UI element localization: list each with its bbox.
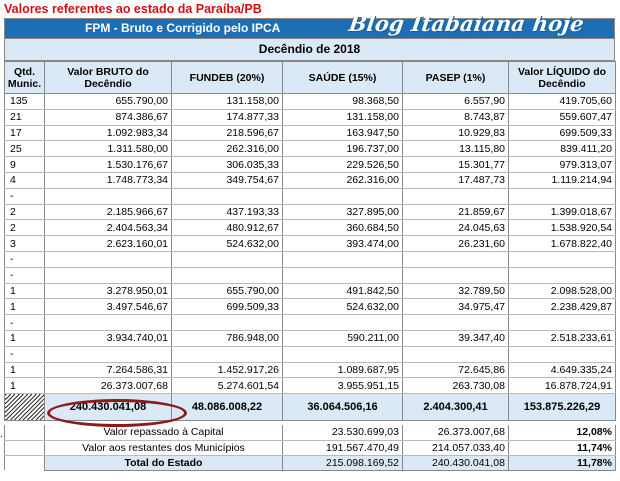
cell-qtd: - [5,267,45,283]
cell-qtd: 1 [5,283,45,299]
cell-qtd: - [5,346,45,362]
table-row [5,315,616,331]
cell-pasep: 72.645,86 [403,362,509,378]
cell-fundeb: 655.790,00 [172,283,283,299]
cell-fundeb: 5.274.601,54 [172,378,283,394]
cell-bruto: 26.373.007,68 [45,378,172,394]
col-header-bruto: Valor BRUTO do Decêndio [45,62,172,94]
blog-watermark: Blog Itabaiana hoje [347,11,586,36]
cell-fundeb: 349.754,67 [172,172,283,188]
cell-fundeb [172,251,283,267]
total-saude: 36.064.506,16 [283,394,403,421]
total-liquido: 153.875.226,29 [509,394,616,421]
summary-value-2: 214.057.033,40 [403,440,509,455]
cell-saude: 98.368,50 [283,94,403,110]
summary-percent: 11,74% [509,440,616,455]
total-bruto: 240.430.041,08 [45,394,172,421]
cell-liquido: 979.313,07 [509,157,616,173]
period-header: Decêndio de 2018 [4,39,615,61]
cell-fundeb [172,315,283,331]
cell-bruto: 1.530.176,67 [45,157,172,173]
total-pasep: 2.404.300,41 [403,394,509,421]
col-header-pasep: PASEP (1%) [403,62,509,94]
cell-saude: 524.632,00 [283,299,403,315]
cell-pasep: 24.045,63 [403,220,509,236]
cell-fundeb [172,346,283,362]
table-body [5,94,616,394]
cell-pasep: 21.859,67 [403,204,509,220]
cell-saude [283,188,403,204]
cell-qtd: 1 [5,378,45,394]
cell-saude: 229.526,50 [283,157,403,173]
cell-liquido [509,267,616,283]
cell-qtd: 3 [5,236,45,252]
col-header-fundeb: FUNDEB (20%) [172,62,283,94]
cell-bruto [45,315,172,331]
table-row [5,236,616,252]
cell-fundeb: 699.509,33 [172,299,283,315]
cell-fundeb: 218.596,67 [172,125,283,141]
col-header-saude: SAÚDE (15%) [283,62,403,94]
cell-qtd: 21 [5,109,45,125]
cell-liquido [509,315,616,331]
cell-liquido [509,251,616,267]
cell-pasep: 17.487,73 [403,172,509,188]
table-row [5,188,616,204]
totals-row [5,394,616,421]
cell-saude [283,251,403,267]
column-headers [5,62,616,94]
cell-fundeb: 131.158,00 [172,94,283,110]
cell-fundeb: 174.877,33 [172,109,283,125]
cell-pasep: 34.975,47 [403,299,509,315]
cell-pasep [403,188,509,204]
cell-saude: 196.737,00 [283,141,403,157]
cell-bruto: 1.311.580,00 [45,141,172,157]
table-row [5,251,616,267]
cell-liquido: 2.238.429,87 [509,299,616,315]
summary-percent: 11,78% [509,455,616,470]
cell-saude [283,346,403,362]
summary-table [4,425,616,471]
cell-pasep: 10.929,83 [403,125,509,141]
summary-label: Total do Estado [45,455,283,470]
cell-liquido: 839.411,20 [509,141,616,157]
summary-row-capital [5,425,616,440]
cell-liquido [509,346,616,362]
cell-qtd: 2 [5,220,45,236]
cell-qtd: - [5,251,45,267]
cell-bruto: 2.404.563,34 [45,220,172,236]
cell-fundeb: 262.316,00 [172,141,283,157]
cell-bruto: 1.748.773,34 [45,172,172,188]
cell-bruto: 3.278.950,01 [45,283,172,299]
fpm-table-container [4,11,615,421]
table-title-bar [4,11,615,39]
cell-fundeb: 786.948,00 [172,330,283,346]
cell-bruto: 3.497.546,67 [45,299,172,315]
table-row [5,204,616,220]
cell-qtd: 9 [5,157,45,173]
col-header-liquido: Valor LÍQUIDO do Decêndio [509,62,616,94]
cell-pasep [403,267,509,283]
cell-bruto: 7.264.586,31 [45,362,172,378]
table-row [5,378,616,394]
cell-bruto: 1.092.983,34 [45,125,172,141]
summary-value-2: 26.373.007,68 [403,425,509,440]
table-row [5,157,616,173]
cell-saude: 131.158,00 [283,109,403,125]
cell-bruto [45,346,172,362]
cell-qtd: 25 [5,141,45,157]
cell-bruto [45,188,172,204]
page-title: Valores referentes ao estado da Paraíba/PB [4,2,262,16]
cell-qtd: 17 [5,125,45,141]
cell-pasep [403,251,509,267]
cell-pasep: 26.231,60 [403,236,509,252]
summary-row-restantes [5,440,616,455]
summary-value-1: 215.098.169,52 [283,455,403,470]
table-row [5,346,616,362]
cell-fundeb: 524.632,00 [172,236,283,252]
cell-saude [283,267,403,283]
cell-pasep: 13.115,80 [403,141,509,157]
cell-liquido: 1.399.018,67 [509,204,616,220]
cell-pasep: 263.730,08 [403,378,509,394]
cell-liquido [509,188,616,204]
table-row [5,94,616,110]
cell-pasep: 32.789,50 [403,283,509,299]
summary-value-1: 191.567.470,49 [283,440,403,455]
summary-label: Valor repassado à Capital [45,425,283,440]
cell-saude: 590.211,00 [283,330,403,346]
summary-row-total [5,455,616,470]
cell-fundeb [172,188,283,204]
cell-qtd: - [5,188,45,204]
cell-saude: 163.947,50 [283,125,403,141]
table-row [5,172,616,188]
cell-saude: 1.089.687,95 [283,362,403,378]
cell-liquido: 4.649.335,24 [509,362,616,378]
summary-value-1: 23.530.699,03 [283,425,403,440]
leading-mark: . [0,429,3,440]
cell-liquido: 1.119.214,94 [509,172,616,188]
cell-qtd: 1 [5,299,45,315]
table-row [5,109,616,125]
summary-value-2: 240.430.041,08 [403,455,509,470]
cell-liquido: 2.518.233,61 [509,330,616,346]
table-row [5,141,616,157]
cell-pasep [403,346,509,362]
table-title: FPM - Bruto e Corrigido pelo IPCA [85,21,281,35]
total-fundeb: 48.086.008,22 [172,394,283,421]
cell-liquido: 699.509,33 [509,125,616,141]
cell-qtd: 1 [5,330,45,346]
cell-pasep: 39.347,40 [403,330,509,346]
cell-saude: 393.474,00 [283,236,403,252]
cell-pasep: 6.557,90 [403,94,509,110]
cell-saude: 3.955.951,15 [283,378,403,394]
cell-saude [283,315,403,331]
cell-bruto: 3.934.740,01 [45,330,172,346]
cell-fundeb: 480.912,67 [172,220,283,236]
cell-qtd: 2 [5,204,45,220]
cell-qtd: - [5,315,45,331]
cell-liquido: 1.678.822,40 [509,236,616,252]
cell-liquido: 1.538.920,54 [509,220,616,236]
table-row [5,283,616,299]
cell-bruto [45,267,172,283]
cell-liquido: 16.878.724,91 [509,378,616,394]
cell-pasep: 8.743,87 [403,109,509,125]
table-row [5,299,616,315]
cell-qtd: 1 [5,362,45,378]
cell-fundeb: 1.452.917,26 [172,362,283,378]
cell-qtd: 135 [5,94,45,110]
cell-saude: 262.316,00 [283,172,403,188]
cell-bruto: 2.623.160,01 [45,236,172,252]
cell-fundeb [172,267,283,283]
cell-pasep: 15.301,77 [403,157,509,173]
cell-bruto: 2.185.966,67 [45,204,172,220]
cell-qtd: 4 [5,172,45,188]
cell-saude: 360.684,50 [283,220,403,236]
cell-bruto: 655.790,00 [45,94,172,110]
table-row [5,330,616,346]
table-row [5,362,616,378]
table-row [5,125,616,141]
cell-liquido: 559.607,47 [509,109,616,125]
col-header-qtd: Qtd. Munic. [5,62,45,94]
summary-label: Valor aos restantes dos Municípios [45,440,283,455]
cell-liquido: 2.098.528,00 [509,283,616,299]
table-row [5,267,616,283]
cell-bruto [45,251,172,267]
cell-saude: 327.895,00 [283,204,403,220]
totals-hatch [5,394,45,421]
summary-percent: 12,08% [509,425,616,440]
cell-fundeb: 437.193,33 [172,204,283,220]
cell-fundeb: 306.035,33 [172,157,283,173]
cell-saude: 491.842,50 [283,283,403,299]
cell-bruto: 874.386,67 [45,109,172,125]
cell-liquido: 419.705,60 [509,94,616,110]
table-row [5,220,616,236]
fpm-table [4,61,616,421]
cell-pasep [403,315,509,331]
